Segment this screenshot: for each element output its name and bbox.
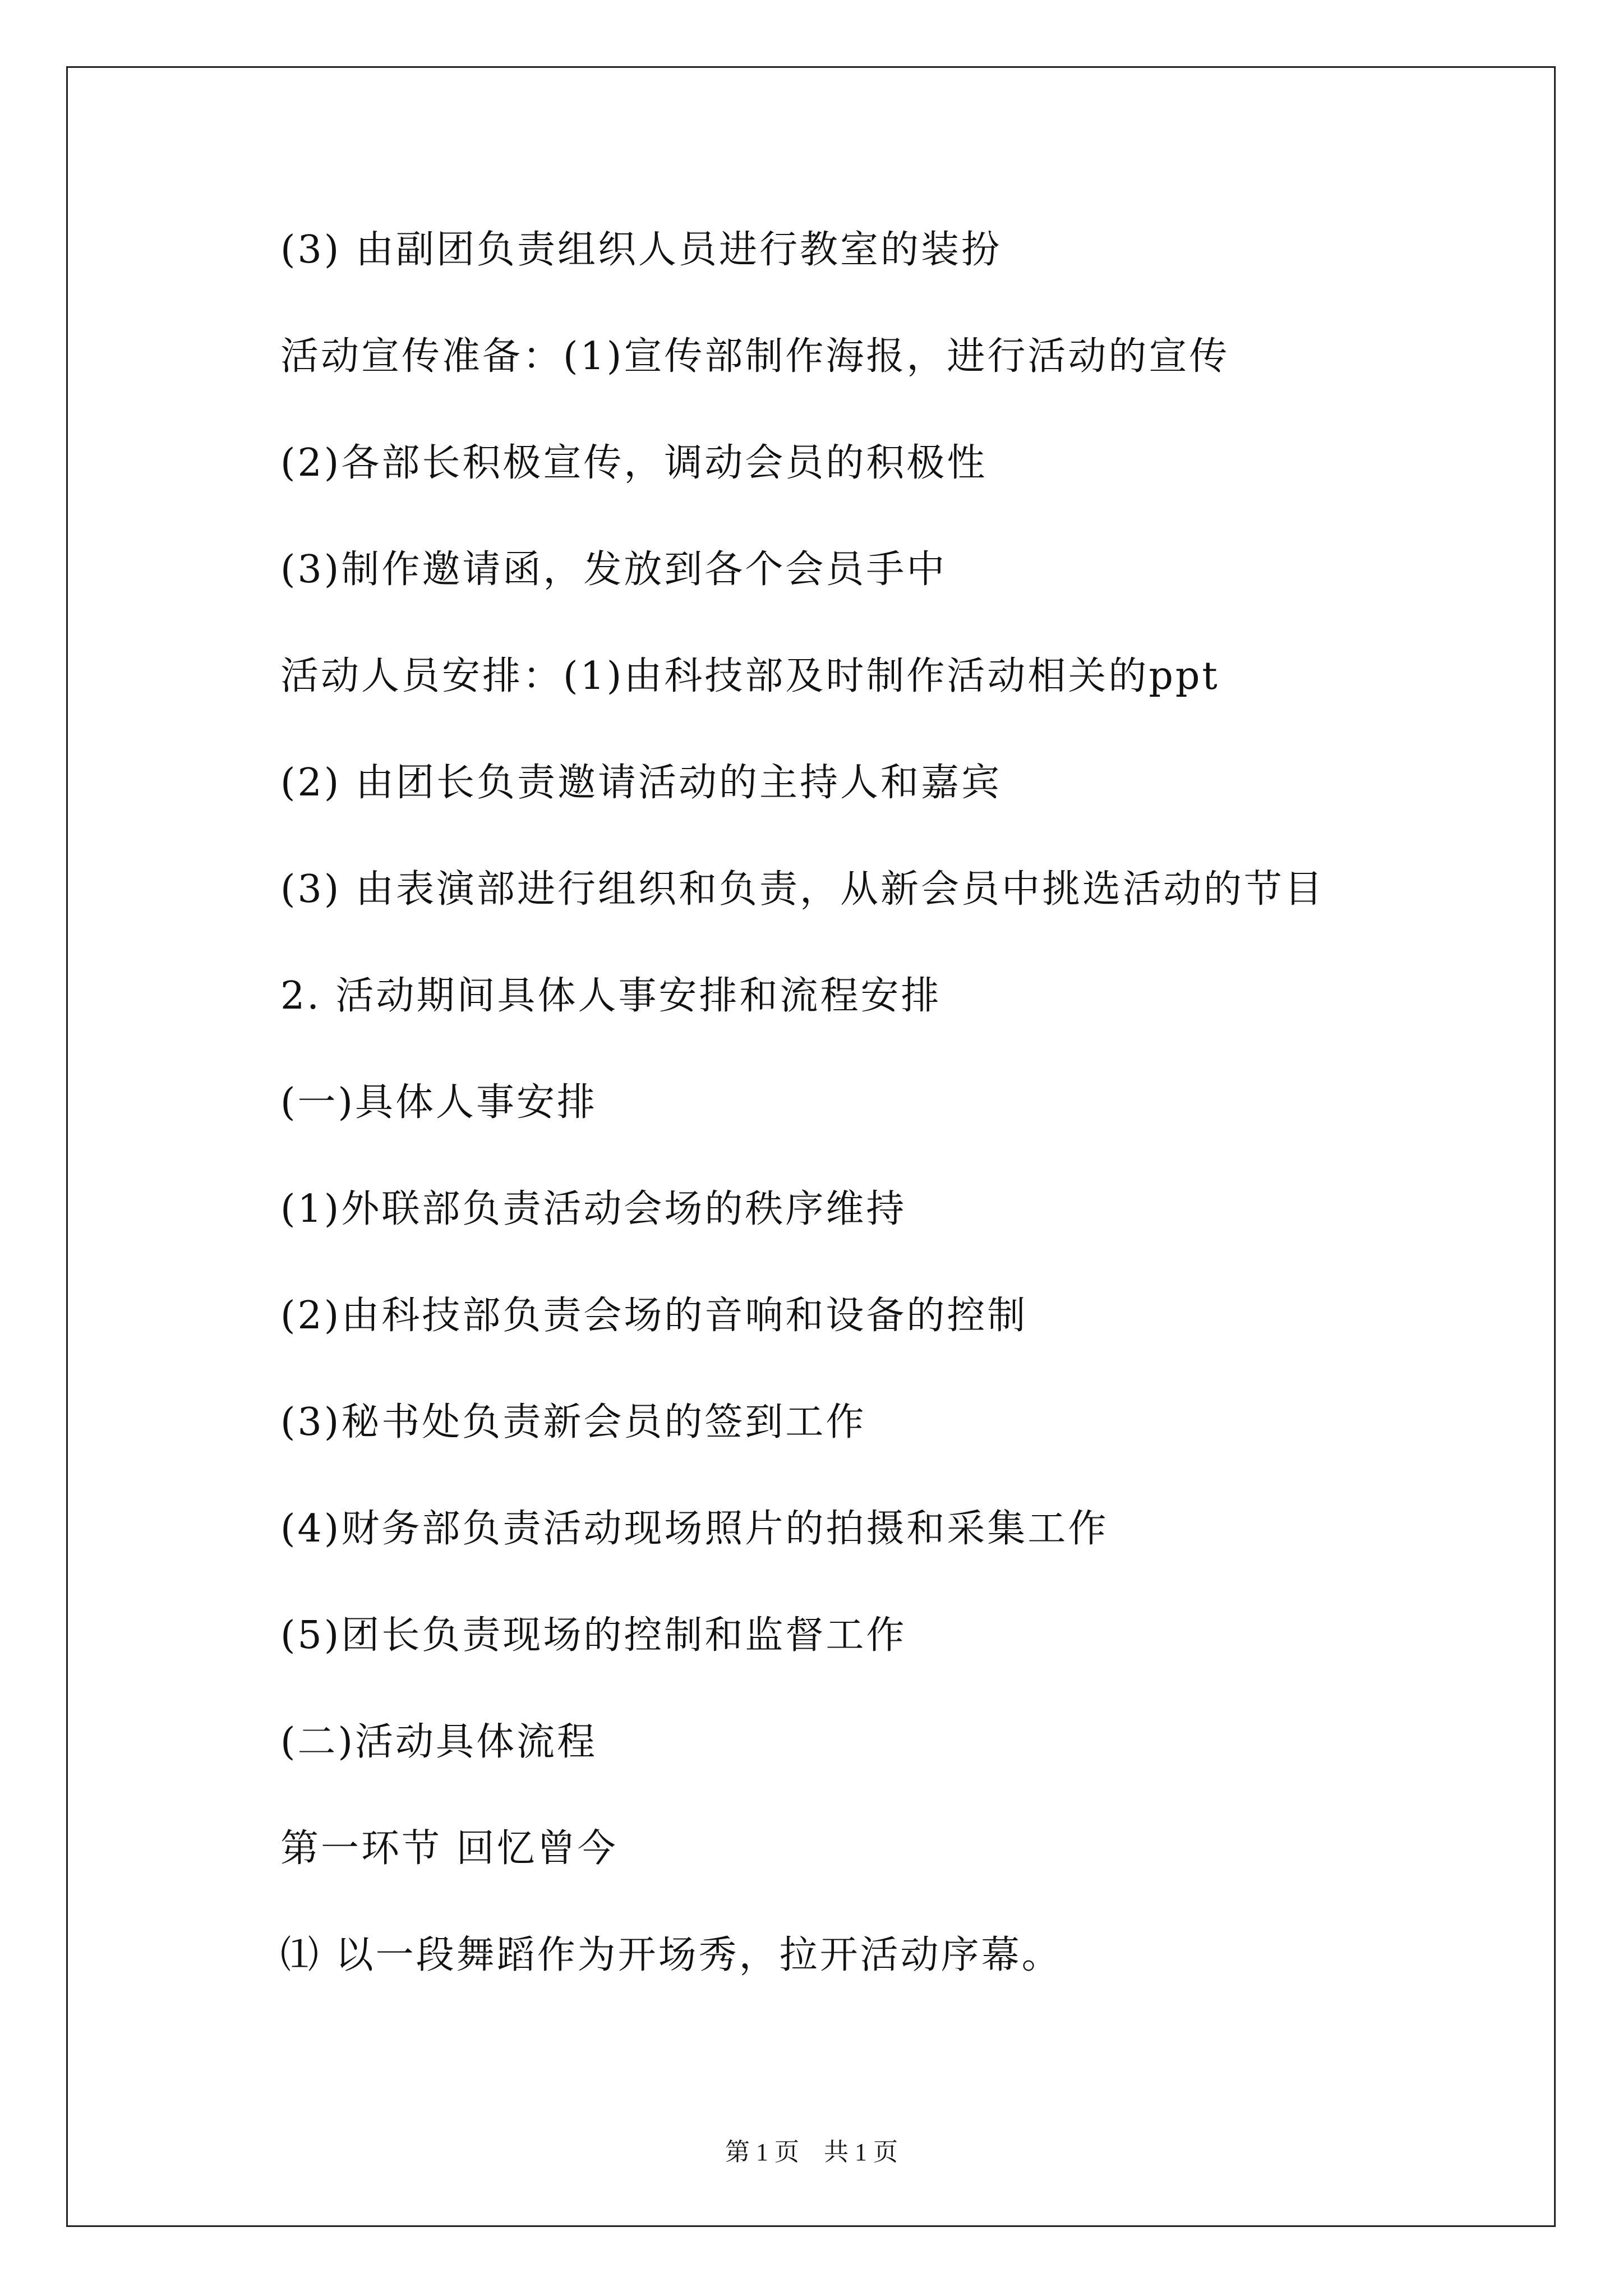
text-line: (2)各部长积极宣传，调动会员的积极性 (280, 441, 988, 485)
text-line: (二)活动具体流程 (280, 1720, 598, 1764)
text-line: 第一环节 回忆曾今 (280, 1826, 618, 1871)
text-line: (4)财务部负责活动现场照片的拍摄和采集工作 (280, 1507, 1109, 1551)
text-line: 活动人员安排：(1)由科技部及时制作活动相关的ppt (280, 654, 1220, 698)
page-border (66, 66, 1556, 2227)
text-line: 2. 活动期间具体人事安排和流程安排 (280, 974, 942, 1018)
text-line: (2) 由团长负责邀请活动的主持人和嘉宾 (280, 761, 1002, 805)
text-line: ⑴ 以一段舞蹈作为开场秀，拉开活动序幕。 (280, 1933, 1062, 1977)
text-line: (3) 由表演部进行组织和负责，从新会员中挑选活动的节目 (280, 867, 1325, 912)
page-number-footer: 第 1 页 共 1 页 (725, 2138, 898, 2166)
text-line: (3)秘书处负责新会员的签到工作 (280, 1400, 866, 1444)
text-line: (2)由科技部负责会场的音响和设备的控制 (280, 1294, 1028, 1338)
text-line: (5)团长负责现场的控制和监督工作 (280, 1613, 907, 1658)
text-line: (3)制作邀请函，发放到各个会员手中 (280, 547, 947, 592)
text-line: (一)具体人事安排 (280, 1080, 598, 1125)
text-line: 活动宣传准备：(1)宣传部制作海报，进行活动的宣传 (280, 334, 1230, 379)
text-line: (3) 由副团负责组织人员进行教室的装扮 (280, 228, 1002, 272)
text-line: (1)外联部负责活动会场的秩序维持 (280, 1187, 907, 1231)
